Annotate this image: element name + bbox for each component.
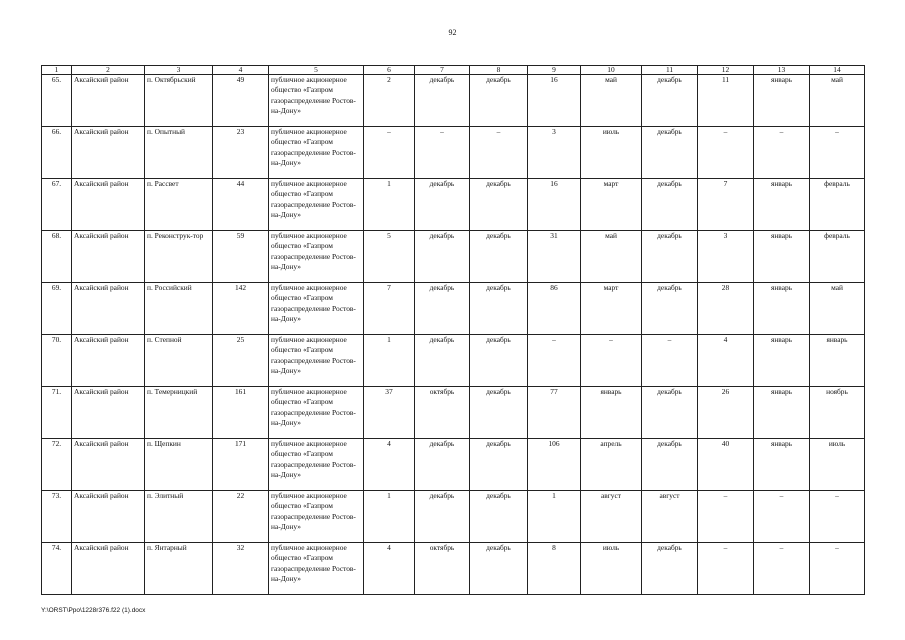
column-number-11: 11 — [642, 66, 698, 75]
cell-quantity-2: – — [528, 335, 581, 387]
cell-month-a: – — [754, 543, 810, 595]
cell-quantity: 161 — [213, 387, 269, 439]
cell-count: 4 — [364, 543, 415, 595]
table-row — [42, 75, 865, 127]
cell-row-number: 73. — [42, 491, 72, 543]
cell-quantity: 142 — [213, 283, 269, 335]
cell-month-from: август — [581, 491, 642, 543]
cell-district: Аксайский район — [72, 283, 145, 335]
column-number-9: 9 — [528, 66, 581, 75]
column-number-1: 1 — [42, 66, 72, 75]
column-number-8: 8 — [470, 66, 528, 75]
cell-quantity: 44 — [213, 179, 269, 231]
cell-quantity: 49 — [213, 75, 269, 127]
cell-month-end: декабрь — [470, 179, 528, 231]
cell-count: 5 — [364, 231, 415, 283]
cell-organization: публичное акционерное общество «Газпром газораспределение Ростов-на-Дону» — [269, 335, 364, 387]
file-path-footer: Y:\ORST\Ppo\1228r376.f22 (1).docx — [41, 607, 146, 614]
cell-count: 1 — [364, 335, 415, 387]
cell-row-number: 66. — [42, 127, 72, 179]
cell-settlement: п. Щепкин — [145, 439, 213, 491]
cell-month-end: декабрь — [470, 543, 528, 595]
cell-district: Аксайский район — [72, 231, 145, 283]
table-row — [42, 283, 865, 335]
cell-month-to: декабрь — [642, 231, 698, 283]
cell-month-end: декабрь — [470, 387, 528, 439]
cell-month-start: декабрь — [415, 231, 470, 283]
cell-month-b: июль — [810, 439, 865, 491]
column-number-7: 7 — [415, 66, 470, 75]
column-number-4: 4 — [213, 66, 269, 75]
cell-row-number: 65. — [42, 75, 72, 127]
cell-month-to: – — [642, 335, 698, 387]
column-number-10: 10 — [581, 66, 642, 75]
cell-quantity-2: 16 — [528, 179, 581, 231]
cell-quantity-3: 11 — [698, 75, 754, 127]
cell-quantity-3: 4 — [698, 335, 754, 387]
cell-month-b: январь — [810, 335, 865, 387]
cell-quantity-3: 40 — [698, 439, 754, 491]
table-row — [42, 439, 865, 491]
cell-month-to: декабрь — [642, 179, 698, 231]
cell-quantity-2: 77 — [528, 387, 581, 439]
cell-month-from: июль — [581, 127, 642, 179]
cell-settlement: п. Реконструк-тор — [145, 231, 213, 283]
cell-row-number: 71. — [42, 387, 72, 439]
column-number-3: 3 — [145, 66, 213, 75]
cell-quantity-3: 28 — [698, 283, 754, 335]
cell-count: 2 — [364, 75, 415, 127]
cell-quantity-3: – — [698, 127, 754, 179]
cell-settlement: п. Российский — [145, 283, 213, 335]
column-number-6: 6 — [364, 66, 415, 75]
cell-month-start: декабрь — [415, 439, 470, 491]
cell-count: 37 — [364, 387, 415, 439]
cell-count: 1 — [364, 491, 415, 543]
cell-organization: публичное акционерное общество «Газпром газораспределение Ростов-на-Дону» — [269, 491, 364, 543]
cell-month-end: декабрь — [470, 231, 528, 283]
cell-district: Аксайский район — [72, 439, 145, 491]
page-number: 92 — [448, 28, 457, 37]
cell-month-start: декабрь — [415, 335, 470, 387]
cell-month-b: февраль — [810, 231, 865, 283]
cell-month-to: декабрь — [642, 127, 698, 179]
cell-month-start: октябрь — [415, 543, 470, 595]
column-number-14: 14 — [810, 66, 865, 75]
cell-settlement: п. Темерницкий — [145, 387, 213, 439]
cell-district: Аксайский район — [72, 491, 145, 543]
cell-month-from: апрель — [581, 439, 642, 491]
cell-organization: публичное акционерное общество «Газпром газораспределение Ростов-на-Дону» — [269, 75, 364, 127]
cell-month-b: ноябрь — [810, 387, 865, 439]
cell-month-to: декабрь — [642, 283, 698, 335]
table-row — [42, 543, 865, 595]
cell-quantity-2: 3 — [528, 127, 581, 179]
cell-organization: публичное акционерное общество «Газпром газораспределение Ростов-на-Дону» — [269, 283, 364, 335]
column-number-13: 13 — [754, 66, 810, 75]
cell-month-from: май — [581, 231, 642, 283]
cell-month-end: – — [470, 127, 528, 179]
cell-month-end: декабрь — [470, 439, 528, 491]
cell-row-number: 70. — [42, 335, 72, 387]
cell-row-number: 72. — [42, 439, 72, 491]
column-number-12: 12 — [698, 66, 754, 75]
cell-organization: публичное акционерное общество «Газпром газораспределение Ростов-на-Дону» — [269, 543, 364, 595]
cell-row-number: 69. — [42, 283, 72, 335]
cell-month-a: январь — [754, 283, 810, 335]
cell-row-number: 67. — [42, 179, 72, 231]
data-table — [41, 65, 865, 595]
cell-quantity: 59 — [213, 231, 269, 283]
cell-month-start: декабрь — [415, 179, 470, 231]
cell-quantity-3: 3 — [698, 231, 754, 283]
cell-settlement: п. Янтарный — [145, 543, 213, 595]
cell-quantity-2: 16 — [528, 75, 581, 127]
cell-count: – — [364, 127, 415, 179]
cell-quantity-2: 86 — [528, 283, 581, 335]
cell-month-end: декабрь — [470, 491, 528, 543]
cell-month-start: декабрь — [415, 283, 470, 335]
table-row — [42, 231, 865, 283]
cell-organization: публичное акционерное общество «Газпром газораспределение Ростов-на-Дону» — [269, 231, 364, 283]
cell-quantity: 32 — [213, 543, 269, 595]
cell-quantity: 22 — [213, 491, 269, 543]
cell-quantity: 25 — [213, 335, 269, 387]
cell-quantity-3: 7 — [698, 179, 754, 231]
cell-month-a: – — [754, 491, 810, 543]
cell-organization: публичное акционерное общество «Газпром газораспределение Ростов-на-Дону» — [269, 439, 364, 491]
cell-district: Аксайский район — [72, 387, 145, 439]
cell-count: 7 — [364, 283, 415, 335]
cell-district: Аксайский район — [72, 127, 145, 179]
cell-month-start: – — [415, 127, 470, 179]
cell-month-b: – — [810, 127, 865, 179]
column-number-2: 2 — [72, 66, 145, 75]
cell-settlement: п. Степной — [145, 335, 213, 387]
cell-settlement: п. Рассвет — [145, 179, 213, 231]
cell-month-from: июль — [581, 543, 642, 595]
cell-month-from: январь — [581, 387, 642, 439]
cell-month-start: декабрь — [415, 491, 470, 543]
cell-count: 1 — [364, 179, 415, 231]
cell-count: 4 — [364, 439, 415, 491]
cell-month-start: октябрь — [415, 387, 470, 439]
cell-month-a: январь — [754, 231, 810, 283]
cell-month-b: май — [810, 283, 865, 335]
cell-district: Аксайский район — [72, 335, 145, 387]
cell-quantity-2: 31 — [528, 231, 581, 283]
cell-month-to: декабрь — [642, 75, 698, 127]
cell-month-a: – — [754, 127, 810, 179]
cell-month-a: январь — [754, 439, 810, 491]
cell-month-from: – — [581, 335, 642, 387]
cell-settlement: п. Опытный — [145, 127, 213, 179]
cell-month-to: декабрь — [642, 543, 698, 595]
cell-month-from: март — [581, 179, 642, 231]
cell-month-a: январь — [754, 179, 810, 231]
cell-organization: публичное акционерное общество «Газпром газораспределение Ростов-на-Дону» — [269, 179, 364, 231]
cell-organization: публичное акционерное общество «Газпром газораспределение Ростов-на-Дону» — [269, 127, 364, 179]
cell-month-end: декабрь — [470, 283, 528, 335]
table-row — [42, 491, 865, 543]
cell-month-b: февраль — [810, 179, 865, 231]
cell-month-a: январь — [754, 75, 810, 127]
cell-month-to: август — [642, 491, 698, 543]
cell-month-a: январь — [754, 335, 810, 387]
cell-quantity-2: 106 — [528, 439, 581, 491]
cell-quantity-2: 8 — [528, 543, 581, 595]
cell-month-b: май — [810, 75, 865, 127]
cell-quantity: 23 — [213, 127, 269, 179]
cell-month-from: май — [581, 75, 642, 127]
table-row — [42, 127, 865, 179]
column-number-5: 5 — [269, 66, 364, 75]
cell-district: Аксайский район — [72, 179, 145, 231]
cell-settlement: п. Октябрьский — [145, 75, 213, 127]
cell-row-number: 74. — [42, 543, 72, 595]
cell-month-end: декабрь — [470, 75, 528, 127]
table-row — [42, 179, 865, 231]
cell-month-b: – — [810, 543, 865, 595]
cell-month-end: декабрь — [470, 335, 528, 387]
cell-month-a: январь — [754, 387, 810, 439]
cell-month-to: декабрь — [642, 387, 698, 439]
table-row — [42, 335, 865, 387]
cell-settlement: п. Элитный — [145, 491, 213, 543]
cell-quantity-3: – — [698, 491, 754, 543]
cell-district: Аксайский район — [72, 543, 145, 595]
cell-row-number: 68. — [42, 231, 72, 283]
cell-quantity-2: 1 — [528, 491, 581, 543]
cell-month-b: – — [810, 491, 865, 543]
cell-organization: публичное акционерное общество «Газпром газораспределение Ростов-на-Дону» — [269, 387, 364, 439]
table-body — [42, 66, 865, 595]
table-row — [42, 387, 865, 439]
column-number-row — [42, 66, 865, 75]
cell-quantity-3: 26 — [698, 387, 754, 439]
cell-district: Аксайский район — [72, 75, 145, 127]
cell-quantity: 171 — [213, 439, 269, 491]
cell-month-to: декабрь — [642, 439, 698, 491]
cell-month-start: декабрь — [415, 75, 470, 127]
cell-quantity-3: – — [698, 543, 754, 595]
cell-month-from: март — [581, 283, 642, 335]
